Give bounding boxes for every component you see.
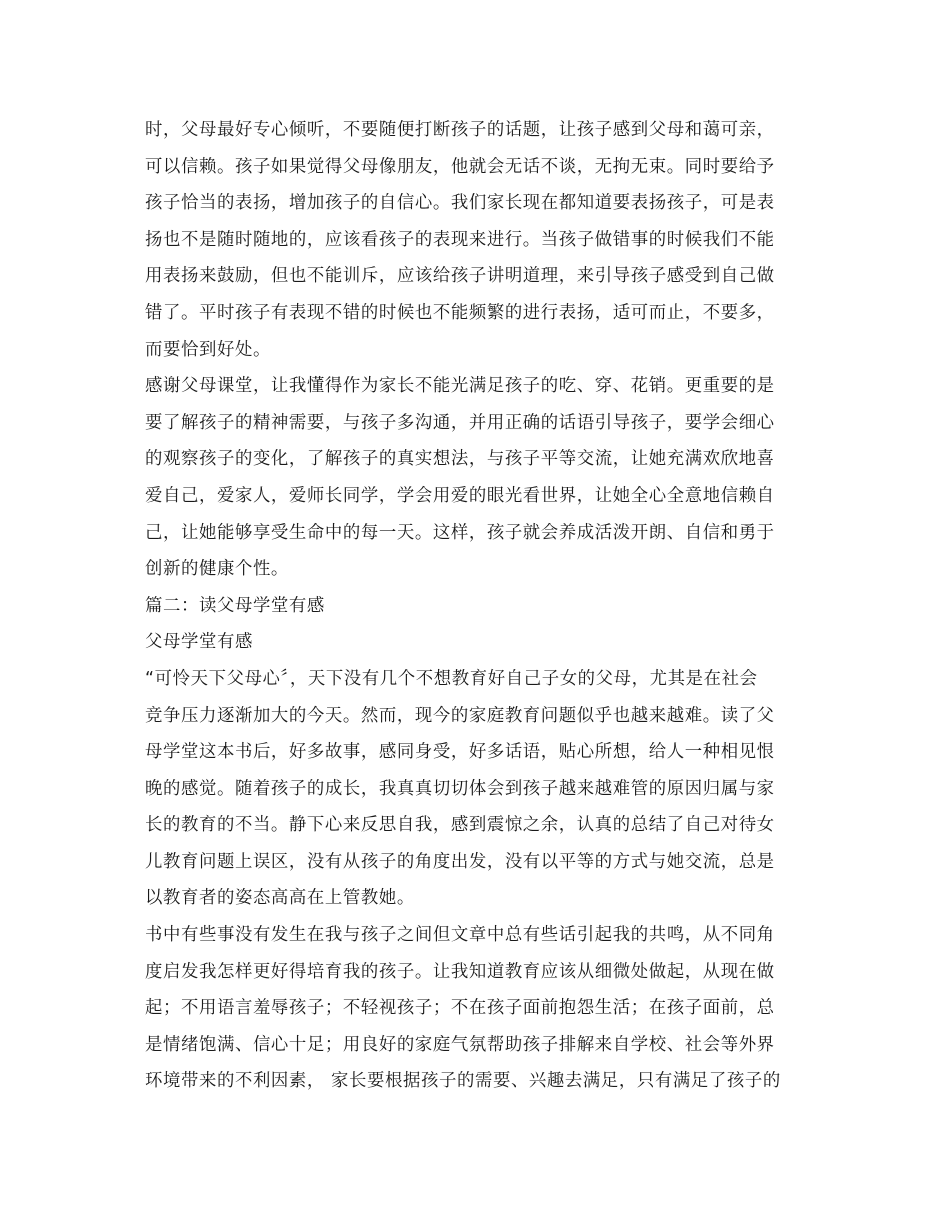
text-line: 孩子恰当的表扬，增加孩子的自信心。我们家长现在都知道要表扬孩子，可是表 [145, 193, 775, 214]
text-line: 起；不用语言羞辱孩子；不轻视孩子；不在孩子面前抱怨生活；在孩子面前，总 [145, 998, 775, 1019]
text-line: “可怜天下父母心〞，天下没有几个不想教育好自己子女的父母，尤其是在社会 [145, 668, 758, 689]
text-line: 时，父母最好专心倾听，不要随便打断孩子的话题，让孩子感到父母和蔼可亲， [145, 120, 775, 140]
text-line: 而要恰到好处。 [145, 339, 271, 360]
text-line: 度启发我怎样更好得培育我的孩子。让我知道教育应该从细微处做起，从现在做 [145, 961, 775, 982]
text-line: 书中有些事没有发生在我与孩子之间但文章中总有些话引起我的共鸣，从不同角 [145, 925, 775, 946]
text-line: 长的教育的不当。静下心来反思自我，感到震惊之余，认真的总结了自己对待女 [145, 815, 775, 836]
text-line: 己，让她能够享受生命中的每一天。这样，孩子就会养成活泼开朗、自信和勇于 [145, 522, 775, 543]
text-line: 用表扬来鼓励，但也不能训斥，应该给孩子讲明道理，来引导孩子感受到自己做 [145, 266, 775, 287]
text-line: 感谢父母课堂，让我懂得作为家长不能光满足孩子的吃、穿、花销。更重要的是 [145, 376, 775, 397]
text-line: 扬也不是随时随地的，应该看孩子的表现来进行。当孩子做错事的时候我们不能 [145, 229, 775, 250]
text-line: 的观察孩子的变化，了解孩子的真实想法，与孩子平等交流，让她充满欢欣地喜 [145, 449, 775, 470]
text-line: 环境带来的不利因素， 家长要根据孩子的需要、兴趣去满足，只有满足了孩子的 [145, 1071, 781, 1092]
text-line: 可以信赖。孩子如果觉得父母像朋友，他就会无话不谈，无拘无束。同时要给予 [145, 156, 775, 177]
text-line: 儿教育问题上误区，没有从孩子的角度出发，没有以平等的方式与她交流，总是 [145, 851, 775, 872]
text-line: 错了。平时孩子有表现不错的时候也不能频繁的进行表扬，适可而止，不要多， [145, 302, 775, 323]
text-line: 要了解孩子的精神需要，与孩子多沟通，并用正确的话语引导孩子，要学会细心 [145, 412, 775, 433]
text-line: 以教育者的姿态高高在上管教她。 [145, 888, 415, 909]
text-line: 爱自己，爱家人，爱师长同学，学会用爱的眼光看世界，让她全心全意地信赖自 [145, 485, 775, 506]
text-line: 创新的健康个性。 [145, 559, 289, 580]
text-line: 母学堂这本书后，好多故事，感同身受，好多话语，贴心所想，给人一种相见恨 [145, 742, 775, 763]
text-line: 晚的感觉。随着孩子的成长，我真真切切体会到孩子越来越难管的原因归属与家 [145, 778, 775, 799]
document-body [145, 112, 805, 1100]
article-title: 父母学堂有感 [145, 632, 253, 653]
text-line: 竞争压力逐渐加大的今天。然而，现今的家庭教育问题似乎也越来越难。读了父 [145, 705, 775, 726]
section-heading: 篇二：读父母学堂有感 [145, 595, 325, 616]
text-line: 是情绪饱满、信心十足；用良好的家庭气氛帮助孩子排解来自学校、社会等外界 [145, 1034, 775, 1055]
